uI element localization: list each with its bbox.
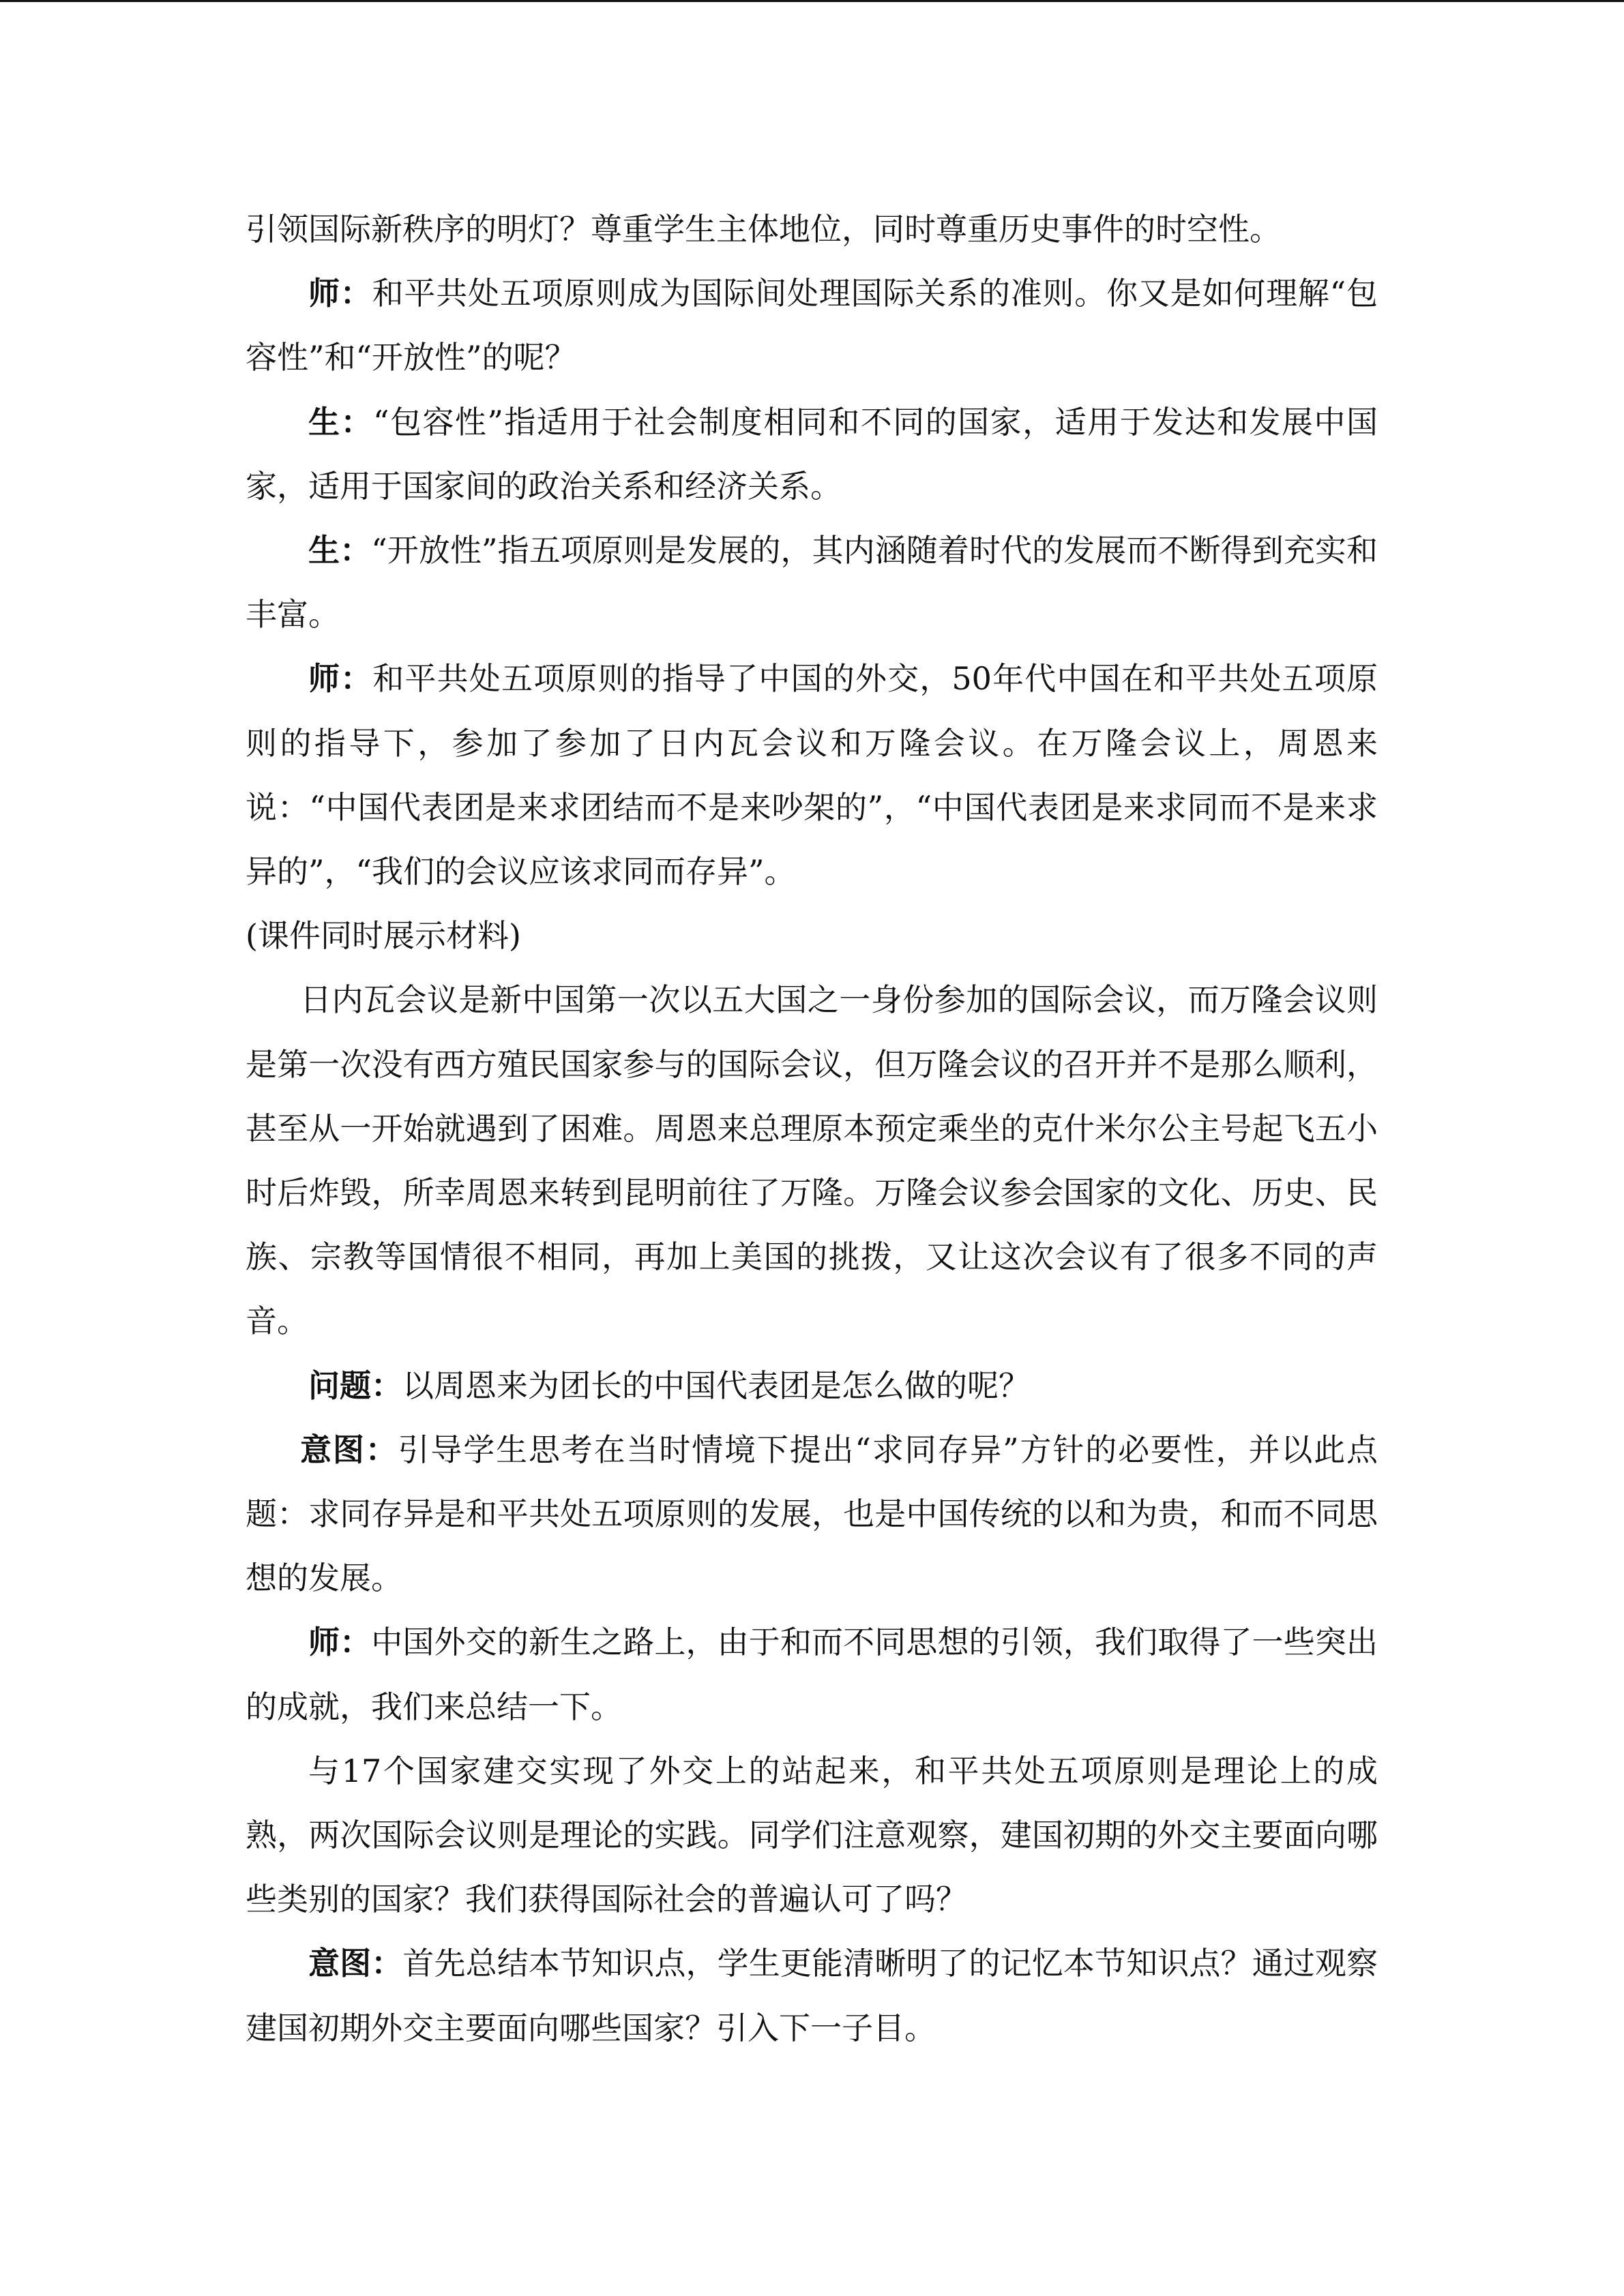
paragraph-text: 首先总结本节知识点，学生更能清晰明了的记忆本节知识点？通过观察建国初期外交主要面向哪些国家？引入下一子目。 xyxy=(246,1945,1378,2046)
paragraph-text: 和平共处五项原则的指导了中国的外交，50年代中国在和平共处五项原则的指导下，参加了参加了日内瓦会议和万隆会议。在万隆会议上，周恩来说：“中国代表团是来求团结而不是来吵架的”，“中国代表团是来求同而不是来求异的”，“我们的会议应该求同而存异”。 xyxy=(246,660,1378,891)
paragraph-text: 引领国际新秩序的明灯？尊重学生主体地位，同时尊重历史事件的时空性。 xyxy=(246,211,1281,248)
paragraph-text: (课件同时展示材料) xyxy=(246,917,521,955)
paragraph-12 xyxy=(246,1931,1378,2059)
paragraph-text: 中国外交的新生之路上，由于和而不同思想的引领，我们取得了一些突出的成就，我们来总结一下。 xyxy=(246,1624,1378,1725)
speaker-label: 意图： xyxy=(300,1431,398,1468)
paragraph-text: 以周恩来为团长的中国代表团是怎么做的呢？ xyxy=(402,1367,1030,1404)
paragraph-5 xyxy=(246,646,1378,904)
paragraph-10 xyxy=(246,1610,1378,1738)
speaker-label: 师： xyxy=(308,1624,372,1661)
paragraph-text: 与17个国家建交实现了外交上的站起来，和平共处五项原则是理论上的成熟，两次国际会议则是理论的实践。同学们注意观察，建国初期的外交主要面向哪些类别的国家？我们获得国际社会的普遍认可了吗？ xyxy=(246,1752,1378,1918)
paragraph-2 xyxy=(246,261,1378,389)
speaker-label: 生： xyxy=(308,403,373,441)
paragraph-text: 日内瓦会议是新中国第一次以五大国之一身份参加的国际会议，而万隆会议则是第一次没有西方殖民国家参与的国际会议，但万隆会议的召开并不是那么顺利，甚至从一开始就遇到了困难。周恩来总理原本预定乘坐的克什米尔公主号起飞五小时后炸毁，所幸周恩来转到昆明前往了万隆。万隆会议参会国家的文化、历史、民族、宗教等国情很不相同，再加上美国的挑拨，又让这次会议有了很多不同的声音。 xyxy=(246,981,1378,1340)
speaker-label: 师： xyxy=(308,275,372,312)
paragraph-6-courseware-note xyxy=(246,904,1378,968)
speaker-label: 问题： xyxy=(308,1367,402,1404)
paragraph-text: “开放性”指五项原则是发展的，其内涵随着时代的发展而不断得到充实和丰富。 xyxy=(246,532,1378,633)
paragraph-text: 引导学生思考在当时情境下提出“求同存异”方针的必要性，并以此点题：求同存异是和平共处五项原则的发展，也是中国传统的以和为贵，和而不同思想的发展。 xyxy=(246,1431,1378,1597)
paragraph-4 xyxy=(246,518,1378,646)
paragraph-1 xyxy=(246,197,1378,261)
paragraph-9 xyxy=(246,1418,1378,1611)
speaker-label: 生： xyxy=(308,532,372,569)
paragraph-11 xyxy=(246,1739,1378,1932)
speaker-label: 意图： xyxy=(308,1945,403,1982)
paragraph-7 xyxy=(246,968,1378,1353)
speaker-label: 师： xyxy=(308,660,373,698)
paragraph-text: 和平共处五项原则成为国际间处理国际关系的准则。你又是如何理解“包容性”和“开放性”的呢？ xyxy=(246,275,1378,376)
paragraph-3 xyxy=(246,390,1378,518)
paragraph-text: “包容性”指适用于社会制度相同和不同的国家，适用于发达和发展中国家，适用于国家间的政治关系和经济关系。 xyxy=(246,403,1378,505)
document-body xyxy=(246,197,1378,2060)
paragraph-8 xyxy=(246,1354,1378,1418)
